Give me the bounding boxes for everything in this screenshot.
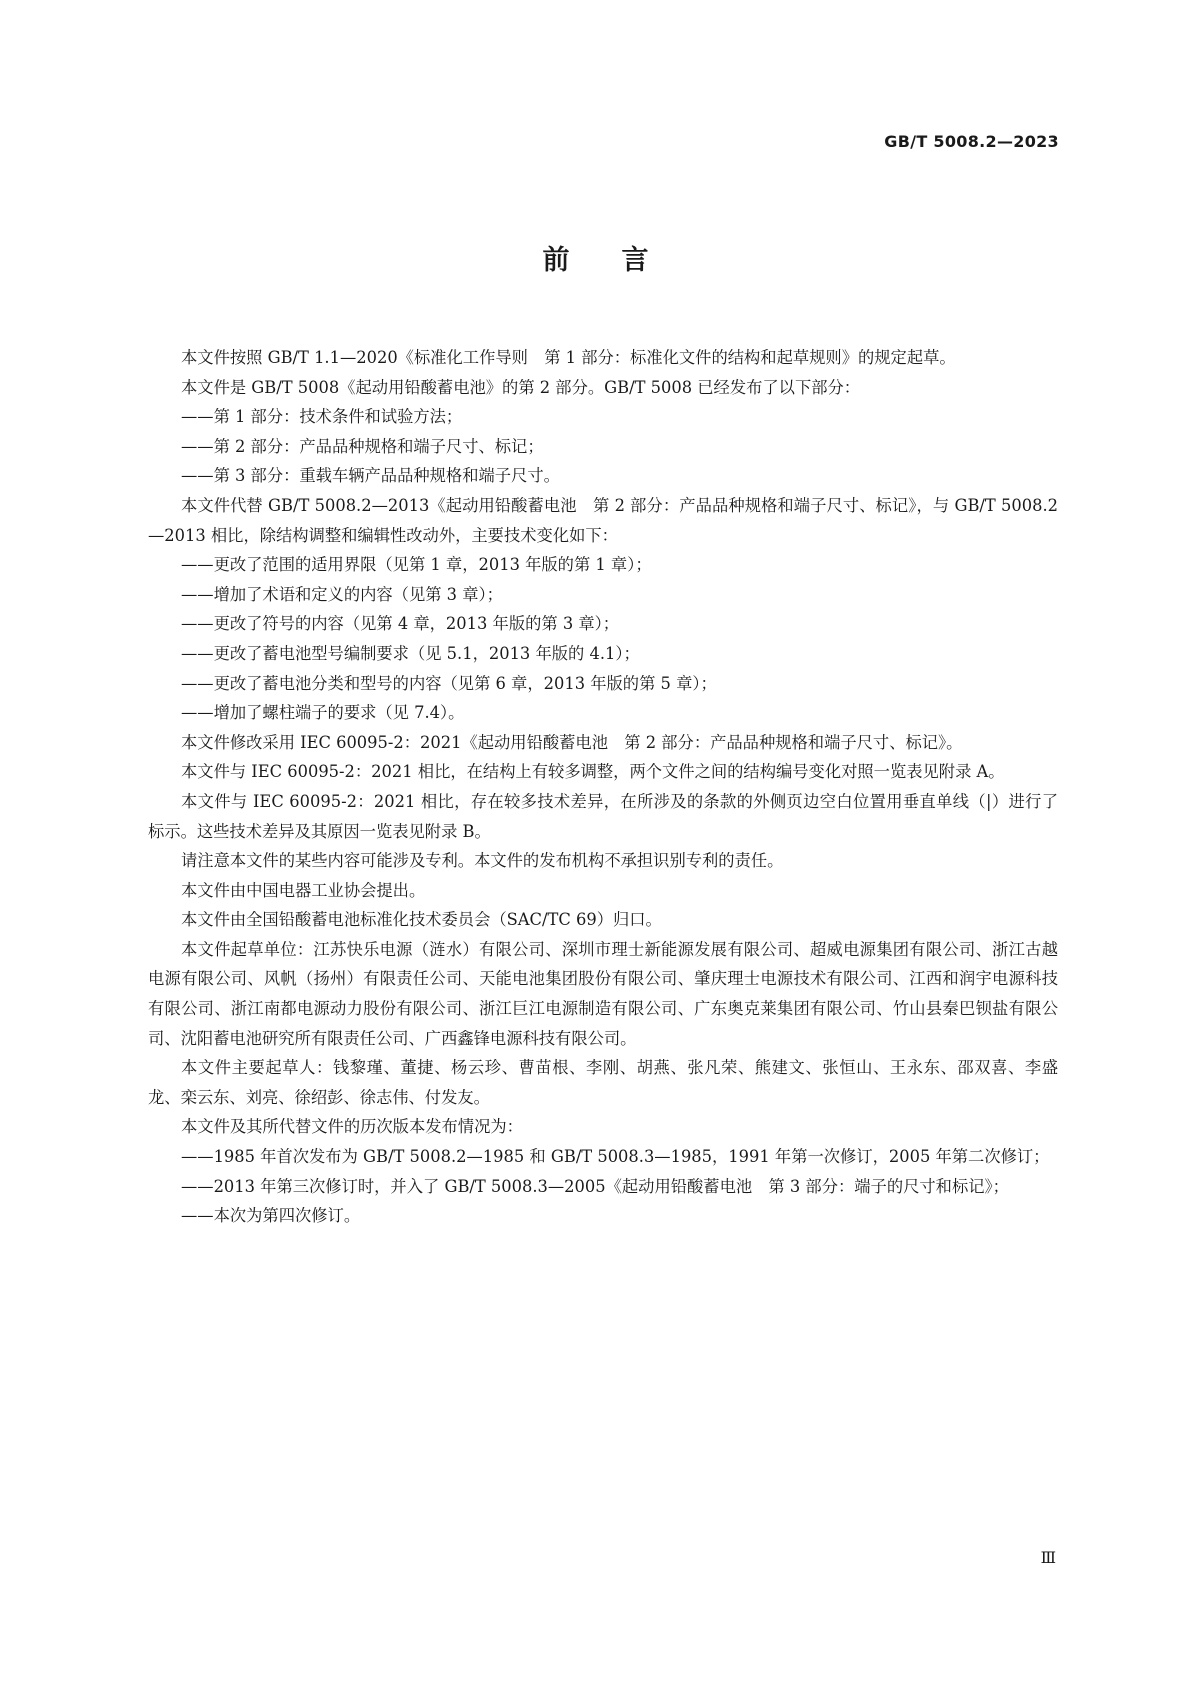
list-item-change: ——更改了蓄电池分类和型号的内容（见第 6 章，2013 年版的第 5 章）； (181, 673, 717, 693)
paragraph-history-intro: 本文件及其所代替文件的历次版本发布情况为： (181, 1117, 523, 1137)
foreword-body (148, 343, 1058, 1231)
paragraph-proposer: 本文件由中国电器工业协会提出。 (181, 880, 426, 900)
paragraph-replacement: 本文件代替 GB/T 5008.2—2013《起动用铅酸蓄电池 第 2 部分：产品品种规格和端子尺寸、标记》，与 GB/T 5008.2—2013 相比，除结构调整和编辑性改动外，主要技术变化如下： (148, 495, 1058, 545)
page-number: Ⅲ (1040, 1548, 1056, 1567)
paragraph-drafting-units: 本文件起草单位：江苏快乐电源（涟水）有限公司、深圳市理士新能源发展有限公司、超威电源集团有限公司、浙江古越电源有限公司、风帆（扬州）有限责任公司、天能电池集团股份有限公司、肇庆理士电源技术有限公司、江西和润宇电源科技有限公司、浙江南都电源动力股份有限公司、浙江巨江电源制造有限公司、广东奥克莱集团有限公司、竹山县秦巴钡盐有限公司、沈阳蓄电池研究所有限责任公司、广西鑫锋电源科技有限公司。 (148, 939, 1058, 1048)
document-code: GB/T 5008.2—2023 (884, 132, 1059, 151)
list-item-history: ——2013 年第三次修订时，并入了 GB/T 5008.3—2005《起动用铅酸蓄电池 第 3 部分：端子的尺寸和标记》； (181, 1176, 1009, 1196)
paragraph-drafting-rules: 本文件按照 GB/T 1.1—2020《标准化工作导则 第 1 部分：标准化文件的结构和起草规则》的规定起草。 (181, 348, 956, 367)
paragraph-drafters: 本文件主要起草人：钱黎瑾、董捷、杨云珍、曹苗根、李刚、胡燕、张凡荣、熊建文、张恒山、王永东、邵双喜、李盛龙、栾云东、刘亮、徐绍彭、徐志伟、付发友。 (148, 1058, 1058, 1107)
paragraph-patent-notice: 请注意本文件的某些内容可能涉及专利。本文件的发布机构不承担识别专利的责任。 (181, 851, 784, 871)
list-item-change: ——更改了范围的适用界限（见第 1 章，2013 年版的第 1 章）； (181, 555, 652, 575)
list-item-history: ——本次为第四次修订。 (181, 1206, 361, 1226)
list-item-part-2: ——第 2 部分：产品品种规格和端子尺寸、标记； (181, 436, 544, 456)
paragraph-technical-differences: 本文件与 IEC 60095-2：2021 相比，存在较多技术差异，在所涉及的条款的外侧页边空白位置用垂直单线（|）进行了标示。这些技术差异及其原因一览表见附录 B。 (148, 791, 1058, 841)
paragraph-iec-adoption: 本文件修改采用 IEC 60095-2：2021《起动用铅酸蓄电池 第 2 部分：产品品种规格和端子尺寸、标记》。 (181, 732, 963, 752)
list-item-history: ——1985 年首次发布为 GB/T 5008.2—1985 和 GB/T 5008.3—1985，1991 年第一次修订，2005 年第二次修订； (181, 1147, 1050, 1167)
paragraph-series-parts: 本文件是 GB/T 5008《起动用铅酸蓄电池》的第 2 部分。GB/T 5008 已经发布了以下部分： (181, 377, 861, 397)
paragraph-committee: 本文件由全国铅酸蓄电池标准化技术委员会（SAC/TC 69）归口。 (181, 910, 662, 930)
list-item-part-1: ——第 1 部分：技术条件和试验方法； (181, 407, 463, 427)
list-item-change: ——更改了符号的内容（见第 4 章，2013 年版的第 3 章）； (181, 614, 620, 634)
list-item-change: ——更改了蓄电池型号编制要求（见 5.1，2013 年版的 4.1）； (181, 643, 640, 663)
page-title: 前言 (542, 245, 701, 276)
paragraph-structure-differences: 本文件与 IEC 60095-2：2021 相比，在结构上有较多调整，两个文件之间的结构编号变化对照一览表见附录 A。 (181, 762, 1005, 782)
list-item-change: ——增加了螺柱端子的要求（见 7.4）。 (181, 703, 465, 723)
list-item-change: ——增加了术语和定义的内容（见第 3 章）； (181, 584, 503, 604)
list-item-part-3: ——第 3 部分：重载车辆产品品种规格和端子尺寸。 (181, 466, 560, 486)
